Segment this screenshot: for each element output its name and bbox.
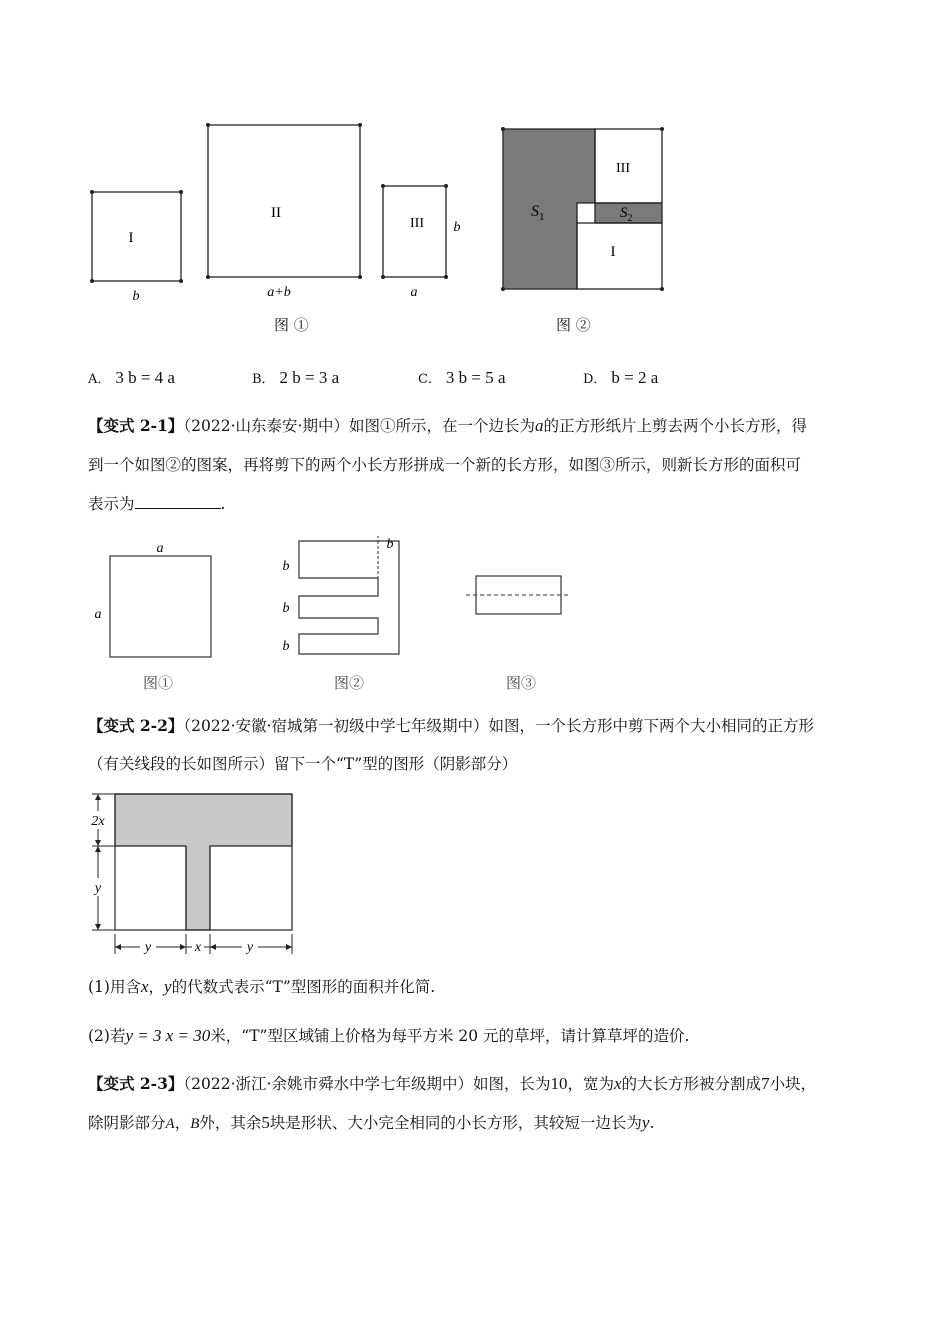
q23-text: . (649, 1114, 655, 1132)
q22-p1-text: (1)用含 (88, 978, 141, 996)
num-10: 10 (550, 1074, 568, 1093)
figure-2-1 (0, 530, 950, 670)
option-a[interactable] (88, 368, 175, 390)
t-dim-y-bottom-left: y (144, 940, 152, 955)
fig21-caption-1: 图① (143, 674, 174, 692)
q22-part1 (88, 977, 435, 997)
q21-var-a: a (534, 416, 544, 435)
t-dim-y-left: y (94, 881, 102, 896)
fig2-square-i (577, 223, 662, 289)
fig2-i-label: I (610, 244, 616, 260)
figure-1-squares (0, 100, 950, 340)
fig21-caption-3: 图③ (506, 674, 537, 692)
q21-text: 的正方形纸片上剪去两个小长方形，得 (543, 417, 807, 435)
t-dim-x: x (194, 940, 202, 955)
num-5: 5 (261, 1113, 270, 1132)
square-i (92, 192, 181, 281)
option-key: D． (583, 372, 607, 387)
q21-line1 (88, 416, 807, 436)
fig21-caption-2: 图② (334, 674, 365, 692)
s2-label: $S_2$ (620, 205, 633, 224)
q23-text: 小块， (769, 1075, 817, 1093)
s1-label: $S_1$ (531, 203, 545, 223)
square-i-label: I (128, 230, 134, 246)
separator: ， (148, 978, 165, 996)
q21-text: . (220, 495, 226, 513)
shaded-s1 (503, 129, 595, 289)
q22-source: （2022·安徽·宿城第一初级中学七年级期中） (183, 717, 489, 735)
q22-part2 (88, 1026, 689, 1046)
q21-text: 如图①所示，在一个边长为 (348, 417, 535, 435)
fig21-b-3: b (282, 639, 290, 654)
option-key: A． (88, 372, 111, 387)
q21-line3 (88, 494, 225, 514)
answer-blank[interactable] (135, 494, 221, 509)
fig21-b-top: b (386, 537, 394, 552)
t-dim-y-bottom-right: y (246, 940, 254, 955)
figure-t-shape (80, 786, 310, 964)
t-shaded-region (115, 794, 292, 930)
q22-line2: （有关线段的长如图所示）留下一个“T”型的图形（阴影部分） (88, 755, 518, 773)
option-expr: 3 b = 5 a (445, 368, 506, 387)
square-i-side: b (132, 289, 140, 304)
var-x: x (140, 977, 149, 996)
fig21-e-shape (299, 541, 399, 654)
q23-text: 除阴影部分 (88, 1114, 166, 1132)
option-d[interactable] (583, 368, 658, 390)
q23-text: ，宽为 (567, 1075, 614, 1093)
option-c[interactable] (418, 368, 506, 390)
fig21-b-1: b (282, 559, 290, 574)
fig21-left-label: a (94, 607, 102, 622)
rect-iii-width: a (410, 285, 418, 300)
figure-1-caption: 图 ① (274, 316, 309, 334)
q23-text: 外，其余 (199, 1114, 262, 1132)
q21-tag: 【变式 2-1】 (88, 416, 184, 435)
q23-text: 的大长方形被分割成 (621, 1075, 762, 1093)
q21-line2: 到一个如图②的图案，再将剪下的两个小长方形拼成一个新的长方形，如图③所示，则新长方形的面积可 (88, 456, 802, 474)
figure-2-caption: 图 ② (556, 316, 591, 334)
rect-iii-label: III (410, 216, 424, 231)
q21-text: 表示为 (88, 495, 135, 513)
q23-line1 (88, 1074, 816, 1094)
var-y: y (164, 977, 172, 996)
q22-tag: 【变式 2-2】 (88, 716, 184, 735)
option-expr: 3 b = 4 a (115, 368, 175, 387)
square-ii (208, 125, 360, 277)
square-ii-side: a+b (267, 285, 291, 300)
option-key: B． (252, 372, 275, 387)
t-dim-2x: 2x (91, 814, 105, 829)
q23-source: （2022·浙江·余姚市舜水中学七年级期中） (183, 1075, 473, 1093)
q23-text: 块是形状、大小完全相同的小长方形，其较短一边长为 (269, 1114, 642, 1132)
q22-p1-text: 的代数式表示“T”型图形的面积并化简. (171, 978, 436, 996)
q22-p2-expr: y = 3 x = 30 (125, 1026, 211, 1045)
option-expr: 2 b = 3 a (279, 368, 340, 387)
rect-iii-height: b (453, 220, 461, 235)
q23-tag: 【变式 2-3】 (88, 1074, 184, 1093)
rect-iii (383, 186, 446, 277)
option-b[interactable] (252, 368, 339, 390)
q22-text: 如图，一个长方形中剪下两个大小相同的正方形 (488, 717, 814, 735)
separator: ， (174, 1114, 191, 1132)
var-y: y (641, 1113, 650, 1132)
fig21-square (110, 556, 211, 657)
q22-p2-text: 米，“T”型区域铺上价格为每平方米 20 元的草坪，请计算草坪的造价. (210, 1027, 690, 1045)
q21-source: （2022·山东泰安·期中） (183, 417, 349, 435)
fig2-iii-label: III (616, 161, 630, 176)
q23-line2 (88, 1113, 654, 1134)
fig21-b-2: b (282, 601, 290, 616)
fig21-top-label: a (156, 541, 164, 556)
var-B: B (190, 1116, 200, 1132)
q23-text: 如图，长为 (472, 1075, 551, 1093)
var-x: x (614, 1074, 622, 1093)
var-A: A (165, 1116, 175, 1132)
square-ii-label: II (271, 205, 281, 221)
q22-p2-text: (2)若 (88, 1027, 126, 1045)
q22-line1 (88, 716, 814, 736)
option-key: C． (418, 372, 441, 387)
num-7: 7 (761, 1074, 770, 1093)
option-expr: b = 2 a (611, 368, 659, 387)
